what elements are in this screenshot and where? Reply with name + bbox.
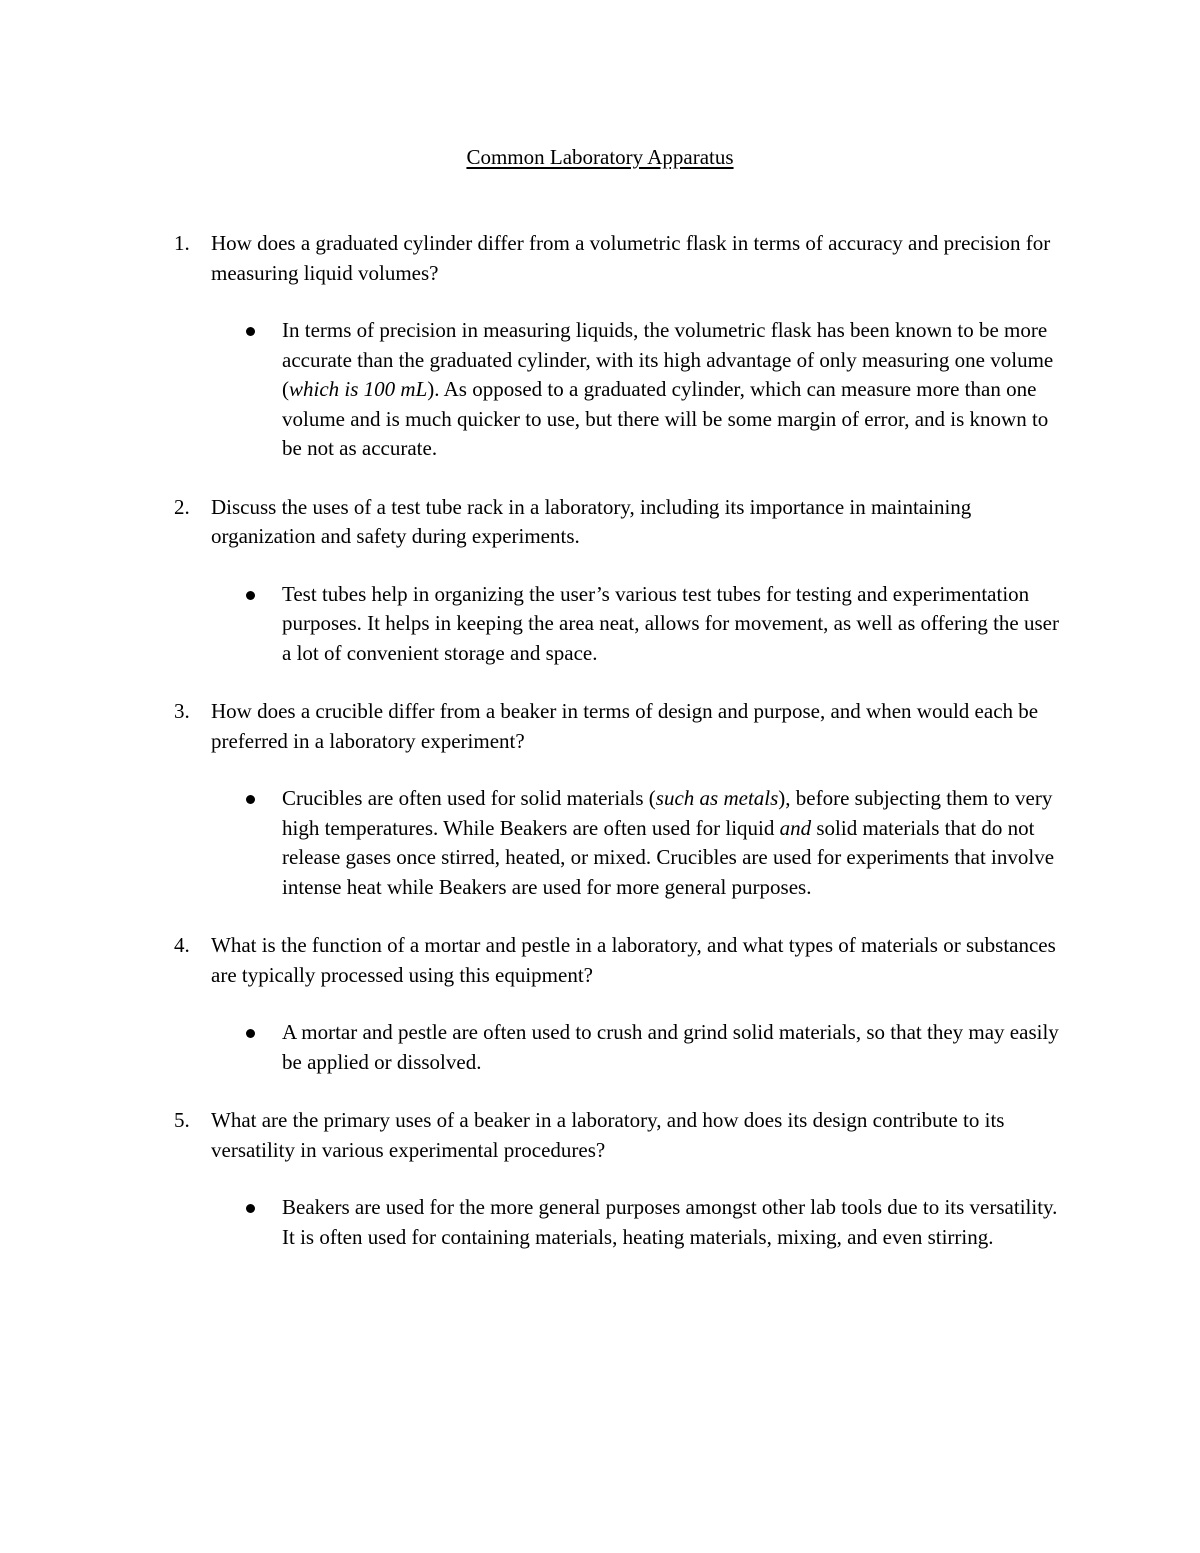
- answer-segment: In terms of precision in measuring liquids, the volumetric flask has been known to be more accurate than the graduated cylinder, with its high advantage of only measuring one volume (: [282, 318, 1054, 401]
- answer-italic-segment: such as metals: [655, 786, 779, 810]
- answer-segment: ). As opposed to a graduated cylinder, which can measure more than one volume and is much quicker to use, but there will be some margin of error, and is known to be not as accurate.: [282, 377, 1049, 460]
- answer-text: [282, 784, 1072, 902]
- answer-segment: A mortar and pestle are often used to crush and grind solid materials, so that they may easily be applied or dissolved.: [282, 1020, 1059, 1074]
- question-text: What is the function of a mortar and pestle in a laboratory, and what types of materials or substances are typically processed using this equipment?: [211, 933, 1056, 987]
- bullet-icon: [246, 327, 255, 336]
- question-text: How does a graduated cylinder differ from a volumetric flask in terms of accuracy and precision for measuring liquid volumes?: [211, 231, 1051, 285]
- answer-item: [0, 316, 1200, 464]
- question-item: [0, 493, 1200, 669]
- answer-item: [0, 784, 1200, 902]
- answer-item: [0, 1018, 1200, 1077]
- answer-text: [282, 580, 1072, 669]
- answer-text: [282, 316, 1072, 464]
- answer-item: [0, 580, 1200, 669]
- question-number: 5.: [174, 1108, 190, 1132]
- answer-segment: Crucibles are often used for solid materials (: [282, 786, 656, 810]
- question-item: [0, 229, 1200, 464]
- answer-italic-segment: and: [779, 815, 812, 840]
- answer-italic-segment: which is 100 mL: [289, 377, 428, 401]
- answer-text: [282, 1018, 1072, 1077]
- answer-segment: Beakers are used for the more general purposes amongst other lab tools due to its versatility. It is often used for containing materials, heating materials, mixing, and even stirring.: [282, 1195, 1058, 1249]
- bullet-icon: [246, 1029, 255, 1038]
- question-list: [0, 229, 1200, 1281]
- bullet-icon: [246, 795, 255, 804]
- bullet-icon: [246, 1204, 255, 1213]
- answer-text: [282, 1193, 1072, 1252]
- question-item: [0, 931, 1200, 1077]
- question-number: 3.: [174, 699, 190, 723]
- question-number: 4.: [174, 933, 190, 957]
- answer-item: [0, 1193, 1200, 1252]
- answer-segment: solid materials that do not release gases once stirred, heated, or mixed. Crucibles are used for experiments that involve intense heat while Beakers are used for more general purposes.: [282, 815, 1055, 899]
- question-text: How does a crucible differ from a beaker in terms of design and purpose, and when would each be preferred in a laboratory experiment?: [211, 699, 1039, 753]
- question-text: Discuss the uses of a test tube rack in a laboratory, including its importance in maintaining organization and safety during experiments.: [211, 494, 972, 548]
- question-item: [0, 1106, 1200, 1252]
- answer-segment: ), before subjecting them to very high temperatures. While Beakers are often used for liquid: [282, 786, 1053, 840]
- question-number: 2.: [174, 494, 190, 519]
- document-title: Common Laboratory Apparatus: [466, 145, 734, 169]
- question-text: What are the primary uses of a beaker in a laboratory, and how does its design contribute to its versatility in various experimental procedures?: [211, 1108, 1005, 1162]
- question-item: [0, 697, 1200, 902]
- question-number: 1.: [174, 231, 190, 255]
- answer-segment: Test tubes help in organizing the user’s various test tubes for testing and experimentation purposes. It helps in keeping the area neat, allows for movement, as well as offering the user a lot of convenient storage and space.: [282, 581, 1059, 665]
- bullet-icon: [246, 591, 255, 600]
